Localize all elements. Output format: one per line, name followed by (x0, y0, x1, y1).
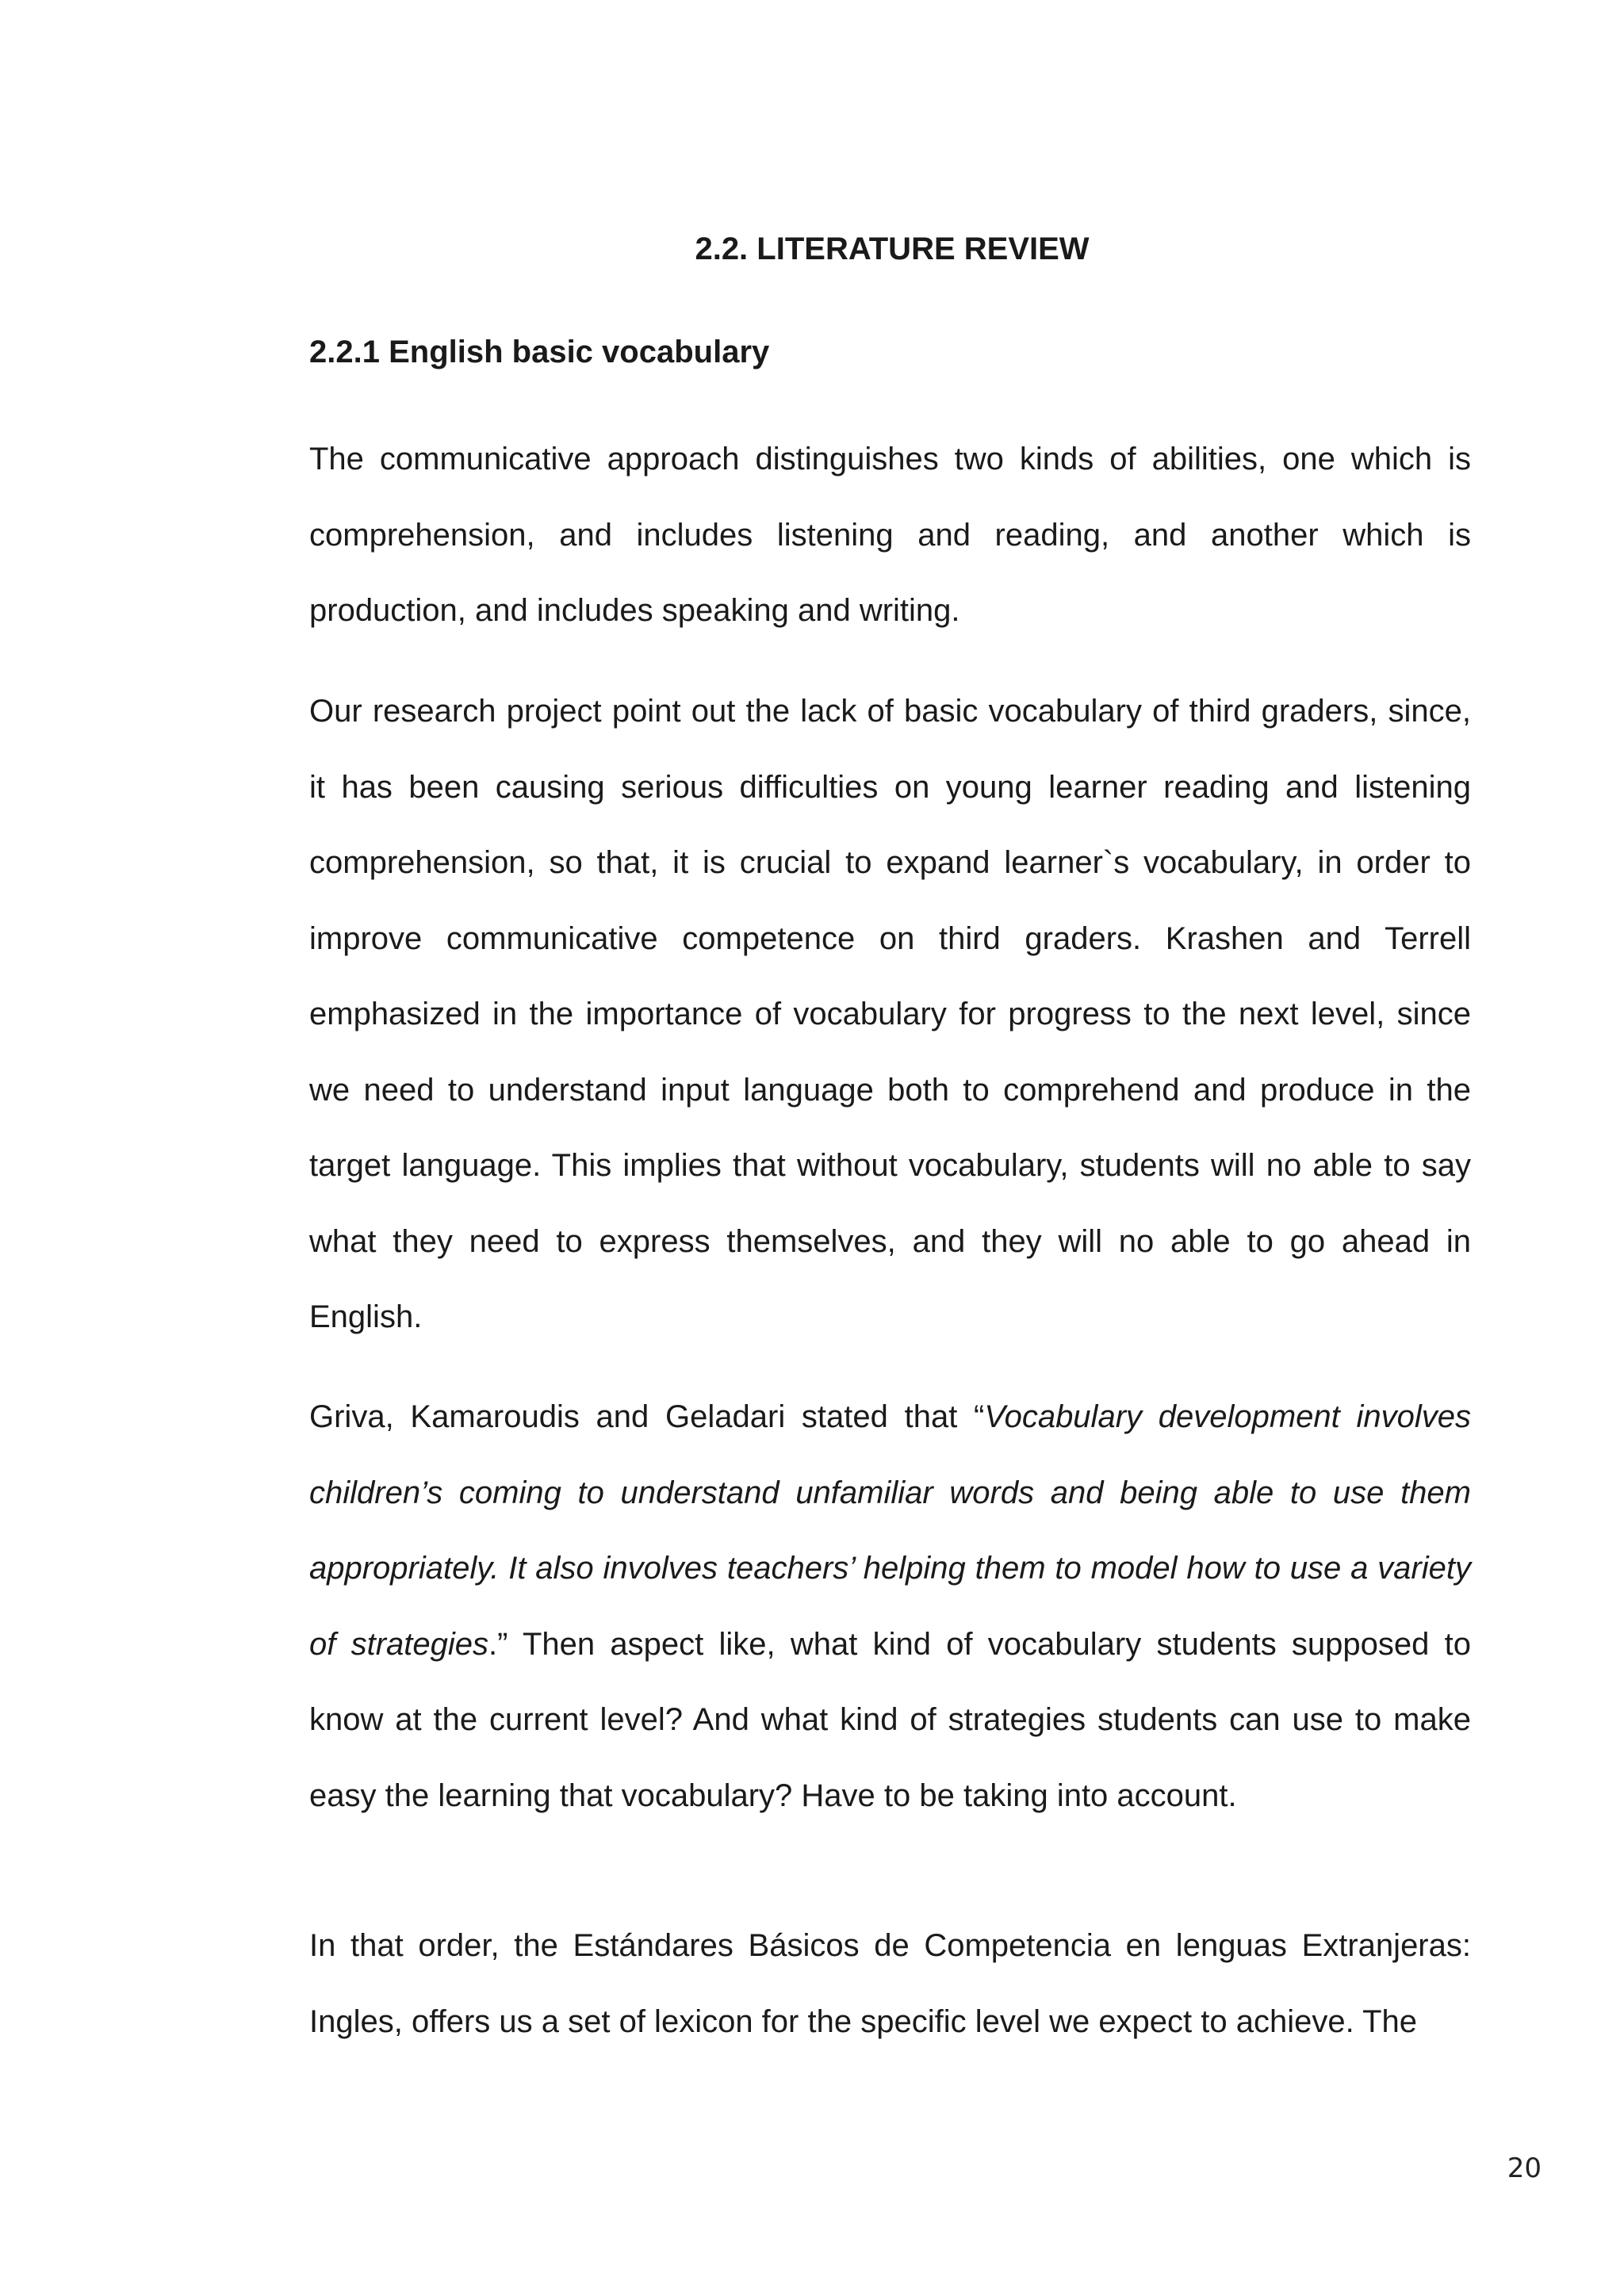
paragraph-communicative-approach: The communicative approach distinguishes two kinds of abilities, one which is comprehension, and includes listening and reading, and another which is production, and includes speaking and writing. (309, 442, 1471, 628)
quoted-text: Vocabulary development involves children’s coming to understand unfamiliar words and being able to use them appropriately. It also involves teachers’ helping them to model how to use a variety of strategies (309, 1399, 1471, 1662)
subsection-title: 2.2.1 English basic vocabulary (309, 335, 770, 369)
paragraph-griva-quote (309, 1380, 1471, 1834)
paragraph-research-project: Our research project point out the lack of basic vocabulary of third graders, since, it has been causing serious difficulties on young learner reading and listening comprehension, so that, it is crucial to expand learner`s vocabulary, in order to improve communicative competence on third graders. Krashen and Terrell emphasized in the importance of vocabulary for progress to the next level, since we need to understand input language both to comprehend and produce in the target language. This implies that without vocabulary, students will no able to say what they need to express themselves, and they will no able to go ahead in English. (309, 694, 1471, 1334)
page-number: 20 (1507, 2152, 1542, 2184)
paragraph-estandares: In that order, the Estándares Básicos de Competencia en lenguas Extranjeras: Ingles, offers us a set of lexicon for the specific level we expect to achieve. The (309, 1928, 1471, 2039)
paragraph-quote-rest: .” Then aspect like, what kind of vocabulary students supposed to know at the current level? And what kind of strategies students can use to make easy the learning that vocabulary? Have to be taking into account. (309, 1626, 1472, 1813)
section-title: 2.2. LITERATURE REVIEW (695, 232, 1090, 266)
paragraph-quote-intro: Griva, Kamaroudis and Geladari stated that “ (309, 1399, 985, 1434)
